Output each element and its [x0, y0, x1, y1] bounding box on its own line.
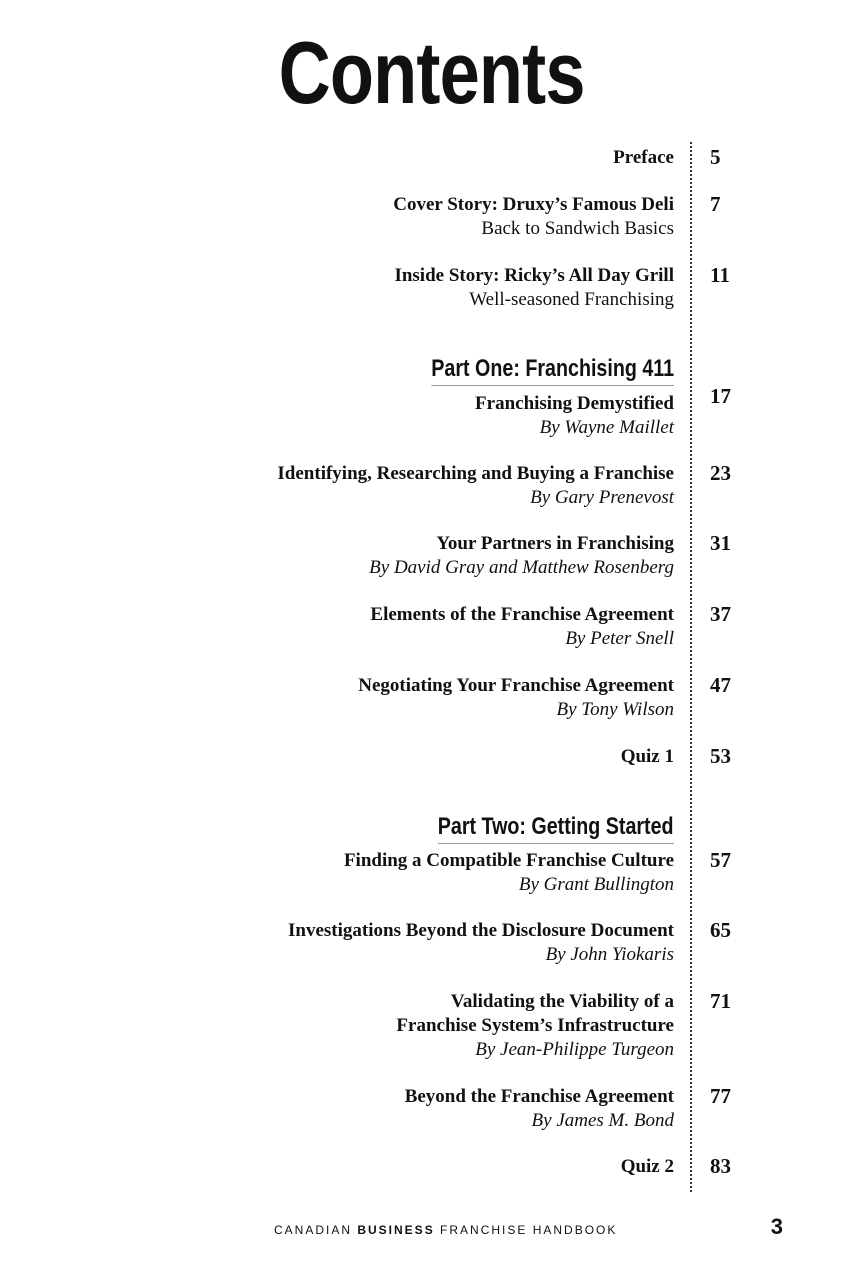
- page-number: 53: [710, 744, 731, 768]
- page-number: 37: [710, 602, 731, 626]
- page-number: 47: [710, 673, 731, 697]
- entry-title: Quiz 1: [620, 746, 674, 767]
- toc-entry-quiz-1[interactable]: [621, 745, 674, 769]
- entry-title: Franchising Demystified: [475, 393, 674, 414]
- entry-title-line-2: Franchise System’s Infrastructure: [396, 1015, 674, 1036]
- entry-title: Inside Story: Ricky’s All Day Grill: [394, 265, 674, 286]
- toc-entry[interactable]: [475, 392, 674, 440]
- part-two-heading: Part Two: Getting Started: [438, 813, 674, 844]
- page-number: 17: [710, 384, 731, 408]
- toc-entry-inside-story[interactable]: [394, 264, 674, 312]
- part-one-heading: Part One: Franchising 411: [431, 355, 674, 386]
- entry-subtitle: Well-seasoned Franchising: [469, 289, 674, 310]
- entry-title: Identifying, Researching and Buying a Franchise: [277, 463, 674, 484]
- entry-title: Finding a Compatible Franchise Culture: [343, 850, 674, 871]
- entry-author: By James M. Bond: [531, 1110, 674, 1131]
- page-number: 23: [710, 461, 731, 485]
- footer-page-number: 3: [770, 1214, 783, 1239]
- entry-author: By Gary Prenevost: [530, 487, 674, 508]
- entry-author: By Grant Bullington: [518, 874, 674, 895]
- page-number: 11: [710, 263, 730, 287]
- footer-publication-pre: CANADIAN: [274, 1223, 358, 1237]
- toc-entry[interactable]: [369, 532, 674, 580]
- entry-title: Preface: [613, 147, 674, 168]
- toc-entry-cover-story[interactable]: [393, 193, 674, 241]
- toc-entry[interactable]: [396, 990, 674, 1062]
- toc-entry-quiz-2[interactable]: [621, 1155, 674, 1179]
- dotted-divider: [690, 142, 692, 1192]
- entry-author: By Wayne Maillet: [539, 417, 674, 438]
- entry-subtitle: Back to Sandwich Basics: [481, 218, 674, 239]
- toc-entry[interactable]: [358, 674, 674, 722]
- footer-publication-post: FRANCHISE HANDBOOK: [434, 1223, 618, 1237]
- entry-author: By John Yiokaris: [545, 944, 674, 965]
- footer-publication: [274, 1223, 617, 1237]
- page-number: 71: [710, 989, 731, 1013]
- entry-author: By David Gray and Matthew Rosenberg: [369, 557, 674, 578]
- entry-title: Investigations Beyond the Disclosure Document: [288, 920, 674, 941]
- toc-entry[interactable]: [288, 919, 674, 967]
- entry-author: By Peter Snell: [565, 628, 674, 649]
- toc-entry[interactable]: [277, 462, 674, 510]
- page-title: Contents: [278, 23, 585, 122]
- page-number: 83: [710, 1154, 731, 1178]
- toc-entry[interactable]: [370, 603, 674, 651]
- page-number: 65: [710, 918, 731, 942]
- toc-entry[interactable]: [344, 849, 674, 897]
- toc-entry-preface[interactable]: [613, 146, 674, 170]
- page-number: 77: [710, 1084, 731, 1108]
- page-number: 5: [710, 145, 721, 169]
- entry-title: Negotiating Your Franchise Agreement: [358, 675, 674, 696]
- entry-author: By Jean-Philippe Turgeon: [475, 1039, 674, 1060]
- toc-entry[interactable]: [405, 1085, 674, 1133]
- page-number: 57: [710, 848, 731, 872]
- entry-title: Cover Story: Druxy’s Famous Deli: [393, 194, 674, 215]
- entry-title: Quiz 2: [620, 1156, 674, 1177]
- entry-title: Your Partners in Franchising: [436, 533, 674, 554]
- entry-author: By Tony Wilson: [556, 699, 674, 720]
- entry-title-line-1: Validating the Viability of a: [450, 991, 674, 1012]
- footer-publication-bold: BUSINESS: [357, 1223, 435, 1237]
- page-number: 7: [710, 192, 721, 216]
- entry-title: Elements of the Franchise Agreement: [370, 604, 674, 625]
- entry-title: Beyond the Franchise Agreement: [404, 1086, 674, 1107]
- page-number: 31: [710, 531, 731, 555]
